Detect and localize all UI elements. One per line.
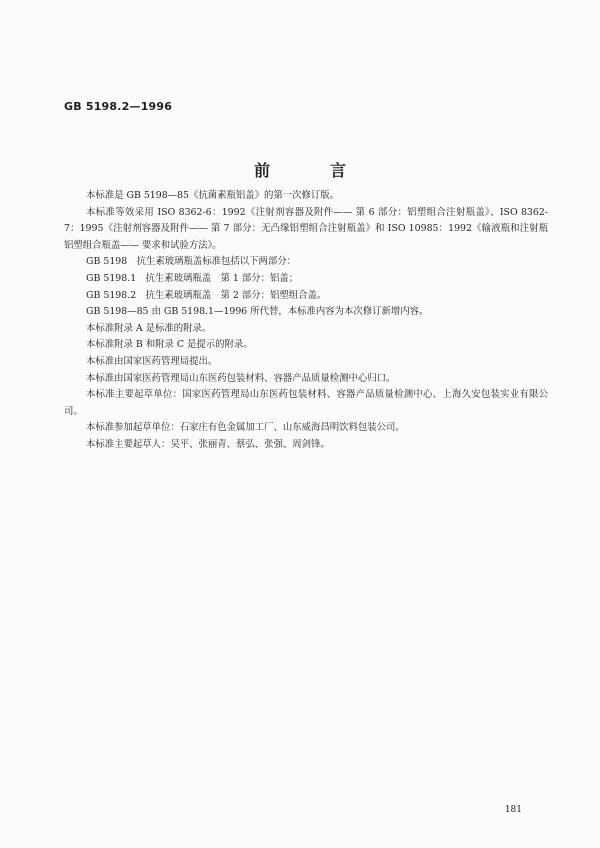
foreword-body — [64, 188, 548, 454]
paragraph-part-1: GB 5198.1 抗生素玻璃瓶盖 第 1 部分：铝盖； — [86, 272, 299, 284]
paragraph-part-2: GB 5198.2 抗生素玻璃瓶盖 第 2 部分：铝塑组合盖。 — [86, 289, 327, 301]
paragraph-iso-equivalence: 本标准等效采用 ISO 8362-6：1992《注射剂容器及附件—— 第 6 部分：铝塑组合注射瓶盖》、ISO 8362-7：1995《注射剂容器及附件—— 第 7 部分：无凸缘铝塑组合注射瓶盖》和 ISO 10985：1992《输液瓶和注射瓶铝塑组合瓶盖—— 要求和试验方法》。 — [64, 206, 548, 251]
paragraph-revision-note: 本标准是 GB 5198—85《抗菌素瓶铝盖》的第一次修订版。 — [86, 190, 340, 201]
page-number: 181 — [504, 805, 522, 815]
paragraph-replacement: GB 5198—85 由 GB 5198.1—1996 所代替，本标准内容为本次修订新增内容。 — [86, 306, 429, 318]
paragraph-centralized-by: 本标准由国家医药管理局山东医药包装材料、容器产品质量检测中心归口。 — [86, 372, 396, 384]
paragraph-drafting-persons: 本标准主要起草人：吴平、张丽青、蔡弘、张强、周剑锋。 — [86, 438, 330, 450]
paragraph-annex-a: 本标准附录 A 是标准的附录。 — [86, 322, 212, 334]
paragraph-annex-b-c: 本标准附录 B 和附录 C 是提示的附录。 — [86, 339, 253, 351]
standard-code-header: GB 5198.2—1996 — [64, 100, 173, 113]
page-title: 前 言 — [253, 161, 368, 180]
paragraph-parts-intro: GB 5198 抗生素玻璃瓶盖标准包括以下两部分： — [86, 256, 296, 268]
paragraph-participating-drafters: 本标准参加起草单位：石家庄有色金属加工厂、山东威海昌明饮料包装公司。 — [86, 422, 405, 434]
paragraph-proposed-by: 本标准由国家医药管理局提出。 — [86, 355, 218, 367]
paragraph-main-drafters: 本标准主要起草单位：国家医药管理局山东医药包装材料、容器产品质量检测中心、上海久安包装实业有限公司。 — [64, 389, 548, 417]
